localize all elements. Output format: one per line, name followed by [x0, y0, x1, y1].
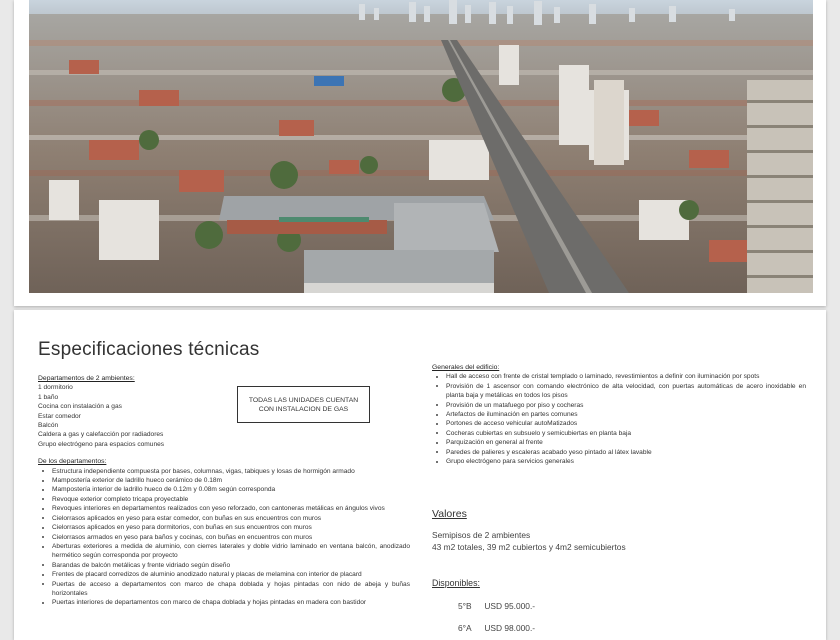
apartment-item: Balcón: [38, 422, 59, 430]
specifications-card: [14, 310, 826, 640]
departments-heading: De los departamentos:: [38, 458, 107, 466]
apartment-item: Caldera a gas y calefacción por radiadores: [38, 431, 164, 439]
apartments-heading: Departamentos de 2 ambientes:: [38, 375, 135, 382]
building-item: Artefactos de iluminación en partes comunes: [432, 410, 806, 419]
unit-price: USD 98.000.-: [484, 623, 536, 633]
building-item: Parquización en general al frente: [432, 438, 806, 447]
building-heading: Generales del edificio:: [432, 364, 500, 371]
building-item: Portones de acceso vehicular autoMatizados: [432, 419, 806, 428]
city-aerial-illustration: [29, 0, 813, 293]
department-item: Cielorrasos aplicados en yeso para estar comedor, con buñas en sus encuentros con muros: [38, 514, 410, 523]
apartment-item: Estar comedor: [38, 412, 81, 420]
departments-list: [38, 467, 410, 608]
department-item: Aberturas exteriores a medida de aluminio, con cierres laterales y doble vidrio laminado en ventana balcón, anodizado hermético según corresponda por proyecto: [38, 542, 410, 561]
available-unit-row: [458, 601, 535, 611]
apartment-item: Cocina con instalación a gas: [38, 403, 122, 411]
department-item: Barandas de balcón metálicas y frente vidriado según diseño: [38, 561, 410, 570]
notice-line-1: TODAS LAS UNIDADES CUENTAN: [248, 396, 359, 404]
page-title: Especificaciones técnicas: [38, 339, 260, 360]
photo-card: [14, 0, 826, 306]
disponibles-heading: Disponibles:: [432, 578, 480, 588]
unit-label: 5°B: [458, 601, 472, 611]
building-item: Paredes de palieres y escaleras acabado yeso pintado al látex lavable: [432, 448, 806, 457]
building-item: Provisión de 1 ascensor con comando electrónico de alta velocidad, con puertas automáticas de acero inoxidable en planta baja y metálicas en todos los pisos: [432, 382, 806, 401]
department-item: Estructura independiente compuesta por bases, columnas, vigas, tabiques y losas de hormigón armado: [38, 467, 410, 476]
valores-body: [432, 530, 626, 553]
apartment-item: Grupo electrógeno para espacios comunes: [38, 440, 165, 448]
apartment-item: 1 dormitorio: [38, 384, 73, 392]
building-item: Cocheras cubiertas en subsuelo y semicubiertas en planta baja: [432, 429, 806, 438]
department-item: Frentes de placard corredizos de aluminio anodizado natural y placas de melamina con interior de placard: [38, 570, 410, 579]
available-unit-row: [458, 623, 535, 633]
city-aerial-photo: [29, 0, 813, 293]
valores-line-1: Semipisos de 2 ambientes: [432, 530, 531, 540]
department-item: Puertas interiores de departamentos con marco de chapa doblada y hojas pintadas en madera con bastidor: [38, 598, 410, 607]
valores-heading: Valores: [432, 508, 467, 520]
building-item: Provisión de un matafuego por piso y cocheras: [432, 401, 806, 410]
department-item: Mampostería interior de ladrillo hueco de 0.12m y 0.08m según corresponda: [38, 485, 410, 494]
gas-installation-notice: [237, 386, 370, 423]
department-item: Mampostería exterior de ladrillo hueco cerámico de 0.18m: [38, 476, 410, 485]
right-column: [432, 363, 806, 466]
department-item: Revoque exterior completo tricapa proyectable: [38, 495, 410, 504]
department-item: Cielorrasos armados en yeso para baños y cocinas, con buñas en encuentros con muros: [38, 533, 410, 542]
notice-line-2: CON INSTALACION DE GAS: [258, 405, 349, 413]
building-list: [432, 372, 806, 466]
department-item: Cielorrasos aplicados en yeso para dormitorios, con buñas en sus encuentros con muros: [38, 523, 410, 532]
department-item: Revoques interiores en departamentos realizados con yeso reforzado, con cantoneras metálicas en ángulos vivos: [38, 504, 410, 513]
building-item: Hall de acceso con frente de cristal templado o laminado, revestimientos a definir con iluminación por spots: [432, 372, 806, 381]
unit-label: 6°A: [458, 623, 472, 633]
department-item: Puertas de acceso a departamentos con marco de chapa doblada y hojas pintadas con nido de abeja y buñas horizontales: [38, 580, 410, 599]
unit-price: USD 95.000.-: [484, 601, 536, 611]
building-item: Grupo electrógeno para servicios generales: [432, 457, 806, 466]
valores-line-2: 43 m2 totales, 39 m2 cubiertos y 4m2 semicubiertos: [432, 541, 626, 552]
apartment-item: 1 baño: [38, 393, 59, 401]
